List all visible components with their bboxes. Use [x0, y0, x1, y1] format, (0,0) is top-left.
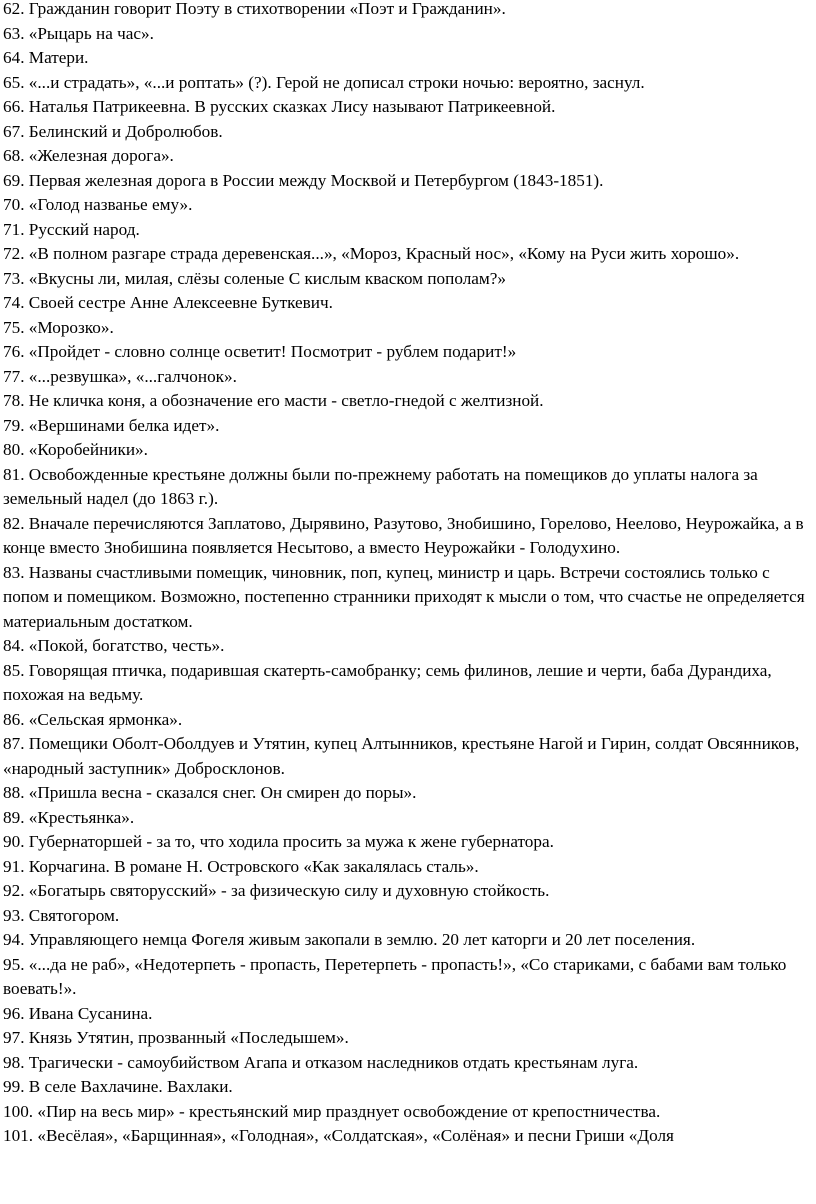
answer-81: 81. Освобожденные крестьяне должны были по-прежнему работать на помещиков до уплаты налога за земельный надел (до 1863 г.). [3, 464, 758, 508]
answer-97: 97. Князь Утятин, прозванный «Последышем». [3, 1028, 349, 1047]
answer-82: 82. Вначале перечисляются Заплатово, Дырявино, Разутово, Знобишино, Горелово, Неелово, Неурожайка, а в конце вместо Знобишина появляется Несытово, а вместо Неурожайки - Голодухино. [3, 513, 804, 557]
answer-80: 80. «Коробейники». [3, 440, 148, 459]
answer-85: 85. Говорящая птичка, подарившая скатерть-самобранку; семь филинов, лешие и черти, баба Дурандиха, похожая на ведьму. [3, 660, 772, 704]
answer-87: 87. Помещики Оболт-Оболдуев и Утятин, купец Алтынников, крестьяне Нагой и Гирин, солдат Овсянников, «народный заступник» Добросклонов. [3, 734, 800, 778]
answer-73: 73. «Вкусны ли, милая, слёзы соленые С кислым кваском пополам?» [3, 268, 507, 288]
answer-101: 101. «Весёлая», «Барщинная», «Голодная», «Солдатская», «Солёная» и песни Гриши «Доля [3, 1126, 674, 1145]
answer-76: 76. «Пройдет - словно солнце осветит! Посмотрит - рублем подарит!» [3, 342, 517, 361]
answer-list [3, 0, 811, 1149]
answer-98: 98. Трагически - самоубийством Агапа и отказом наследников отдать крестьянам луга. [3, 1052, 639, 1072]
answer-65: 65. «...и страдать», «...и роптать» (?). Герой не дописал строки ночью: вероятно, заснул. [3, 72, 645, 92]
answer-70: 70. «Голод названье ему». [3, 195, 193, 214]
answer-94: 94. Управляющего немца Фогеля живым закопали в землю. 20 лет каторги и 20 лет поселения. [3, 930, 696, 949]
answer-84: 84. «Покой, богатство, честь». [3, 636, 225, 655]
answer-72: 72. «В полном разгаре страда деревенская...», «Мороз, Красный нос», «Кому на Руси жить хорошо». [3, 244, 740, 263]
answer-77: 77. «...резвушка», «...галчонок». [3, 366, 237, 386]
answer-93: 93. Святогором. [3, 905, 120, 925]
answer-89: 89. «Крестьянка». [3, 807, 135, 827]
answer-79: 79. «Вершинами белка идет». [3, 415, 220, 435]
answer-100: 100. «Пир на весь мир» - крестьянский мир празднует освобождение от крепостничества. [3, 1101, 661, 1121]
answer-91: 91. Корчагина. В романе Н. Островского «Как закалялась сталь». [3, 856, 479, 876]
answer-99: 99. В селе Вахлачине. Вахлаки. [3, 1077, 233, 1096]
answer-69: 69. Первая железная дорога в России между Москвой и Петербургом (1843-1851). [3, 170, 604, 190]
answer-63: 63. «Рыцарь на час». [3, 23, 154, 43]
answer-71: 71. Русский народ. [3, 219, 140, 239]
answer-88: 88. «Пришла весна - сказался снег. Он смирен до поры». [3, 783, 417, 802]
answer-74: 74. Своей сестре Анне Алексеевне Буткевич. [3, 293, 333, 312]
answer-83: 83. Названы счастливыми помещик, чиновник, поп, купец, министр и царь. Встречи состоялись только с попом и помещиком. Возможно, постепенно странники приходят к мысли о том, что счастье не определяется материальным достатком. [3, 562, 805, 631]
answer-96: 96. Ивана Сусанина. [3, 1003, 153, 1023]
answer-68: 68. «Железная дорога». [3, 146, 174, 165]
answer-92: 92. «Богатырь святорусский» - за физическую силу и духовную стойкость. [3, 881, 550, 900]
answer-62: 62. Гражданин говорит Поэту в стихотворении «Поэт и Гражданин». [3, 0, 506, 18]
answer-67: 67. Белинский и Добролюбов. [3, 121, 223, 141]
answer-90: 90. Губернаторшей - за то, что ходила просить за мужа к жене губернатора. [3, 832, 554, 851]
answer-95: 95. «...да не раб», «Недотерпеть - пропасть, Перетерпеть - пропасть!», «Со стариками, с бабами вам только воевать!». [3, 954, 787, 998]
answer-78: 78. Не кличка коня, а обозначение его масти - светло-гнедой с желтизной. [3, 391, 544, 410]
answer-64: 64. Матери. [3, 48, 89, 67]
answer-86: 86. «Сельская ярмонка». [3, 709, 183, 729]
answer-75: 75. «Морозко». [3, 317, 114, 337]
answer-66: 66. Наталья Патрикеевна. В русских сказках Лису называют Патрикеевной. [3, 97, 556, 116]
